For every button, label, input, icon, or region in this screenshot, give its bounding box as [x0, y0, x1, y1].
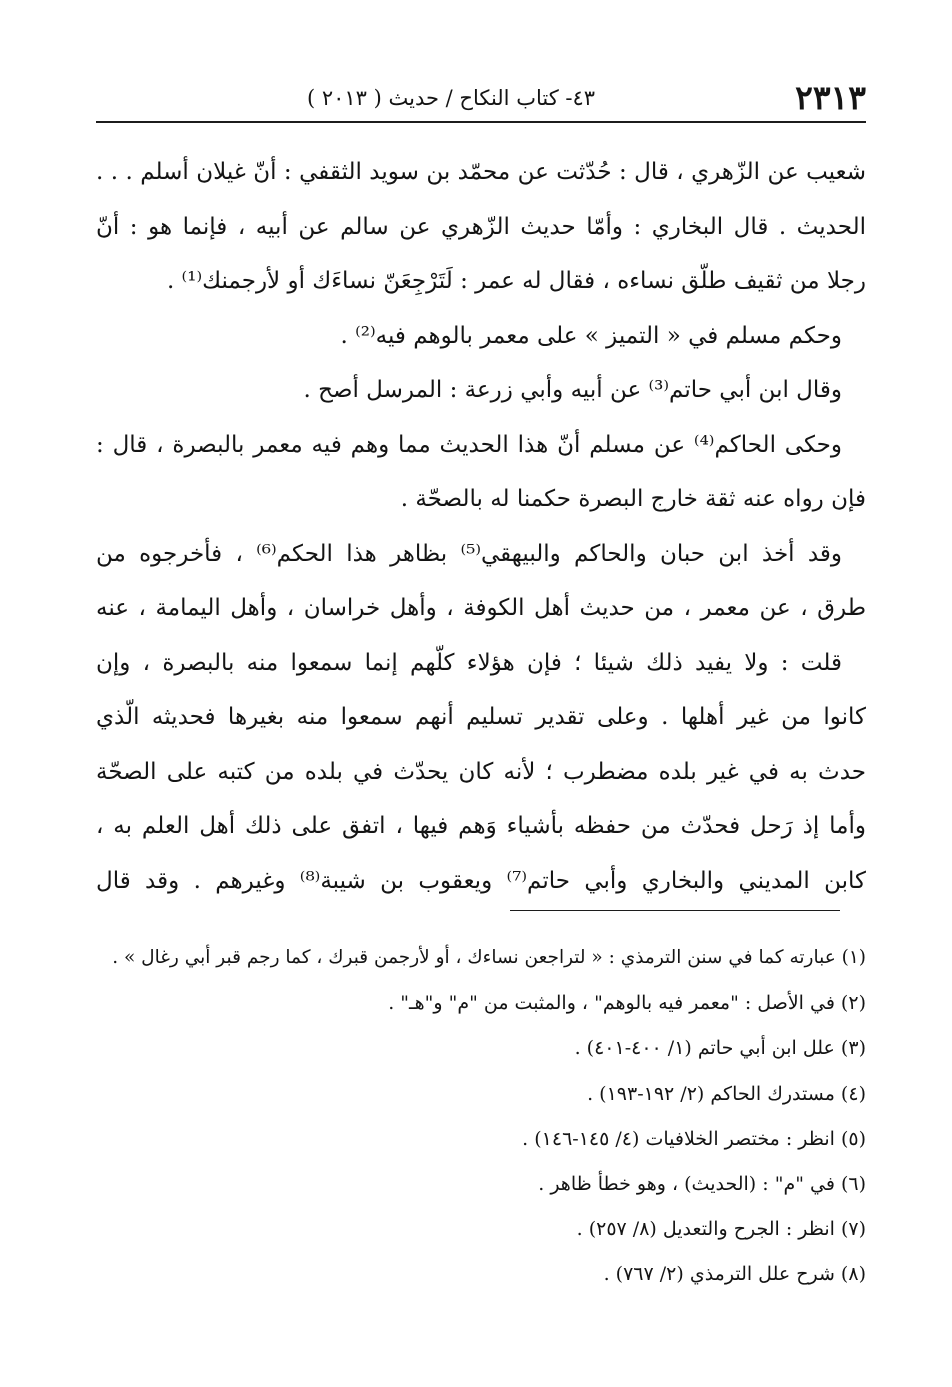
footnote: (٧) انظر : الجرح والتعديل (٨/ ٢٥٧) . — [576, 1218, 866, 1241]
text-line: وأما إذ رَحل فحدّث من حفظه بأشياء وَهم فيها ، اتفق على ذلك أهل العلم به ، — [96, 813, 866, 839]
text-line: قلت : ولا يفيد ذلك شيئا ؛ فإن هؤلاء كلّهم إنما سمعوا منه بالبصرة ، وإن — [96, 649, 842, 676]
text-line: كابن المديني والبخاري وأبي حاتم⁽⁷⁾ ويعقوب بن شيبة⁽⁸⁾ وغيرهم . وقد قال — [96, 867, 866, 894]
text-line: وقال ابن أبي حاتم⁽³⁾ عن أبيه وأبي زرعة : المرسل أصح . — [303, 377, 842, 403]
text-line: طرق ، عن معمر ، من حديث أهل الكوفة ، وأهل خراسان ، وأهل اليمامة ، عنه — [96, 595, 866, 621]
footnote: (٦) في "م" : (الحديث) ، وهو خطأ ظاهر . — [538, 1172, 866, 1195]
footnotes — [96, 936, 866, 1298]
text-line: الحديث . قال البخاري : وأمّا حديث الزّهري عن سالم عن أبيه ، فإنما هو : أنّ — [96, 213, 866, 240]
footnote: (٢) في الأصل : "معمر فيه بالوهم" ، والمثبت من "م" و"هـ" . — [388, 992, 866, 1015]
header-rule — [96, 121, 866, 123]
footnote: (٣) علل ابن أبي حاتم (١/ ٤٠٠-٤٠١) . — [574, 1037, 866, 1060]
text-line: وحكم مسلم في « التميز » على معمر بالوهم فيه⁽²⁾ . — [340, 322, 842, 349]
body-text — [96, 145, 866, 908]
footnote-rule — [510, 910, 840, 911]
page-number: ٢٣١٣ — [795, 78, 866, 117]
footnote: (٥) انظر : مختصر الخلافيات (٤/ ١٤٥-١٤٦) . — [522, 1127, 866, 1150]
page-header — [96, 78, 866, 118]
footnote: (٤) مستدرك الحاكم (٢/ ١٩٢-١٩٣) . — [587, 1082, 866, 1105]
footnote: (٨) شرح علل الترمذي (٢/ ٧٦٧) . — [603, 1263, 866, 1286]
text-line: وقد أخذ ابن حبان والحاكم والبيهقي⁽⁵⁾ بظاهر هذا الحكم⁽⁶⁾ ، فأخرجوه من — [96, 540, 842, 567]
text-line: حدث به في غير بلده مضطرب ؛ لأنه كان يحدّث في بلده من كتبه على الصحّة — [96, 758, 866, 785]
text-line: كانوا من غير أهلها . وعلى تقدير تسليم أنهم سمعوا منه بغيرها فحديثه الّذي — [96, 704, 866, 730]
text-line: شعيب عن الزّهري ، قال : حُدّثت عن محمّد بن سويد الثقفي : أنّ غيلان أسلم . . . — [96, 159, 866, 185]
footnote: (١) عبارته كما في سنن الترمذي : « لتراجعن نساءك ، أو لأرجمن قبرك ، كما رجم قبر أبي رغال » . — [112, 947, 866, 968]
text-line: رجلا من ثقيف طلّق نساءه ، فقال له عمر : لَتَرْجِعَنّ نساءَك أو لأرجمنك⁽¹⁾ . — [166, 268, 866, 294]
text-line: فإن رواه عنه ثقة خارج البصرة حكمنا له بالصحّة . — [400, 486, 866, 512]
running-title: ٤٣- كتاب النكاح / حديث ( ٢٠١٣ ) — [306, 86, 596, 110]
text-line: وحكى الحاكم⁽⁴⁾ عن مسلم أنّ هذا الحديث مما وهم فيه معمر بالبصرة ، قال : — [96, 431, 842, 458]
